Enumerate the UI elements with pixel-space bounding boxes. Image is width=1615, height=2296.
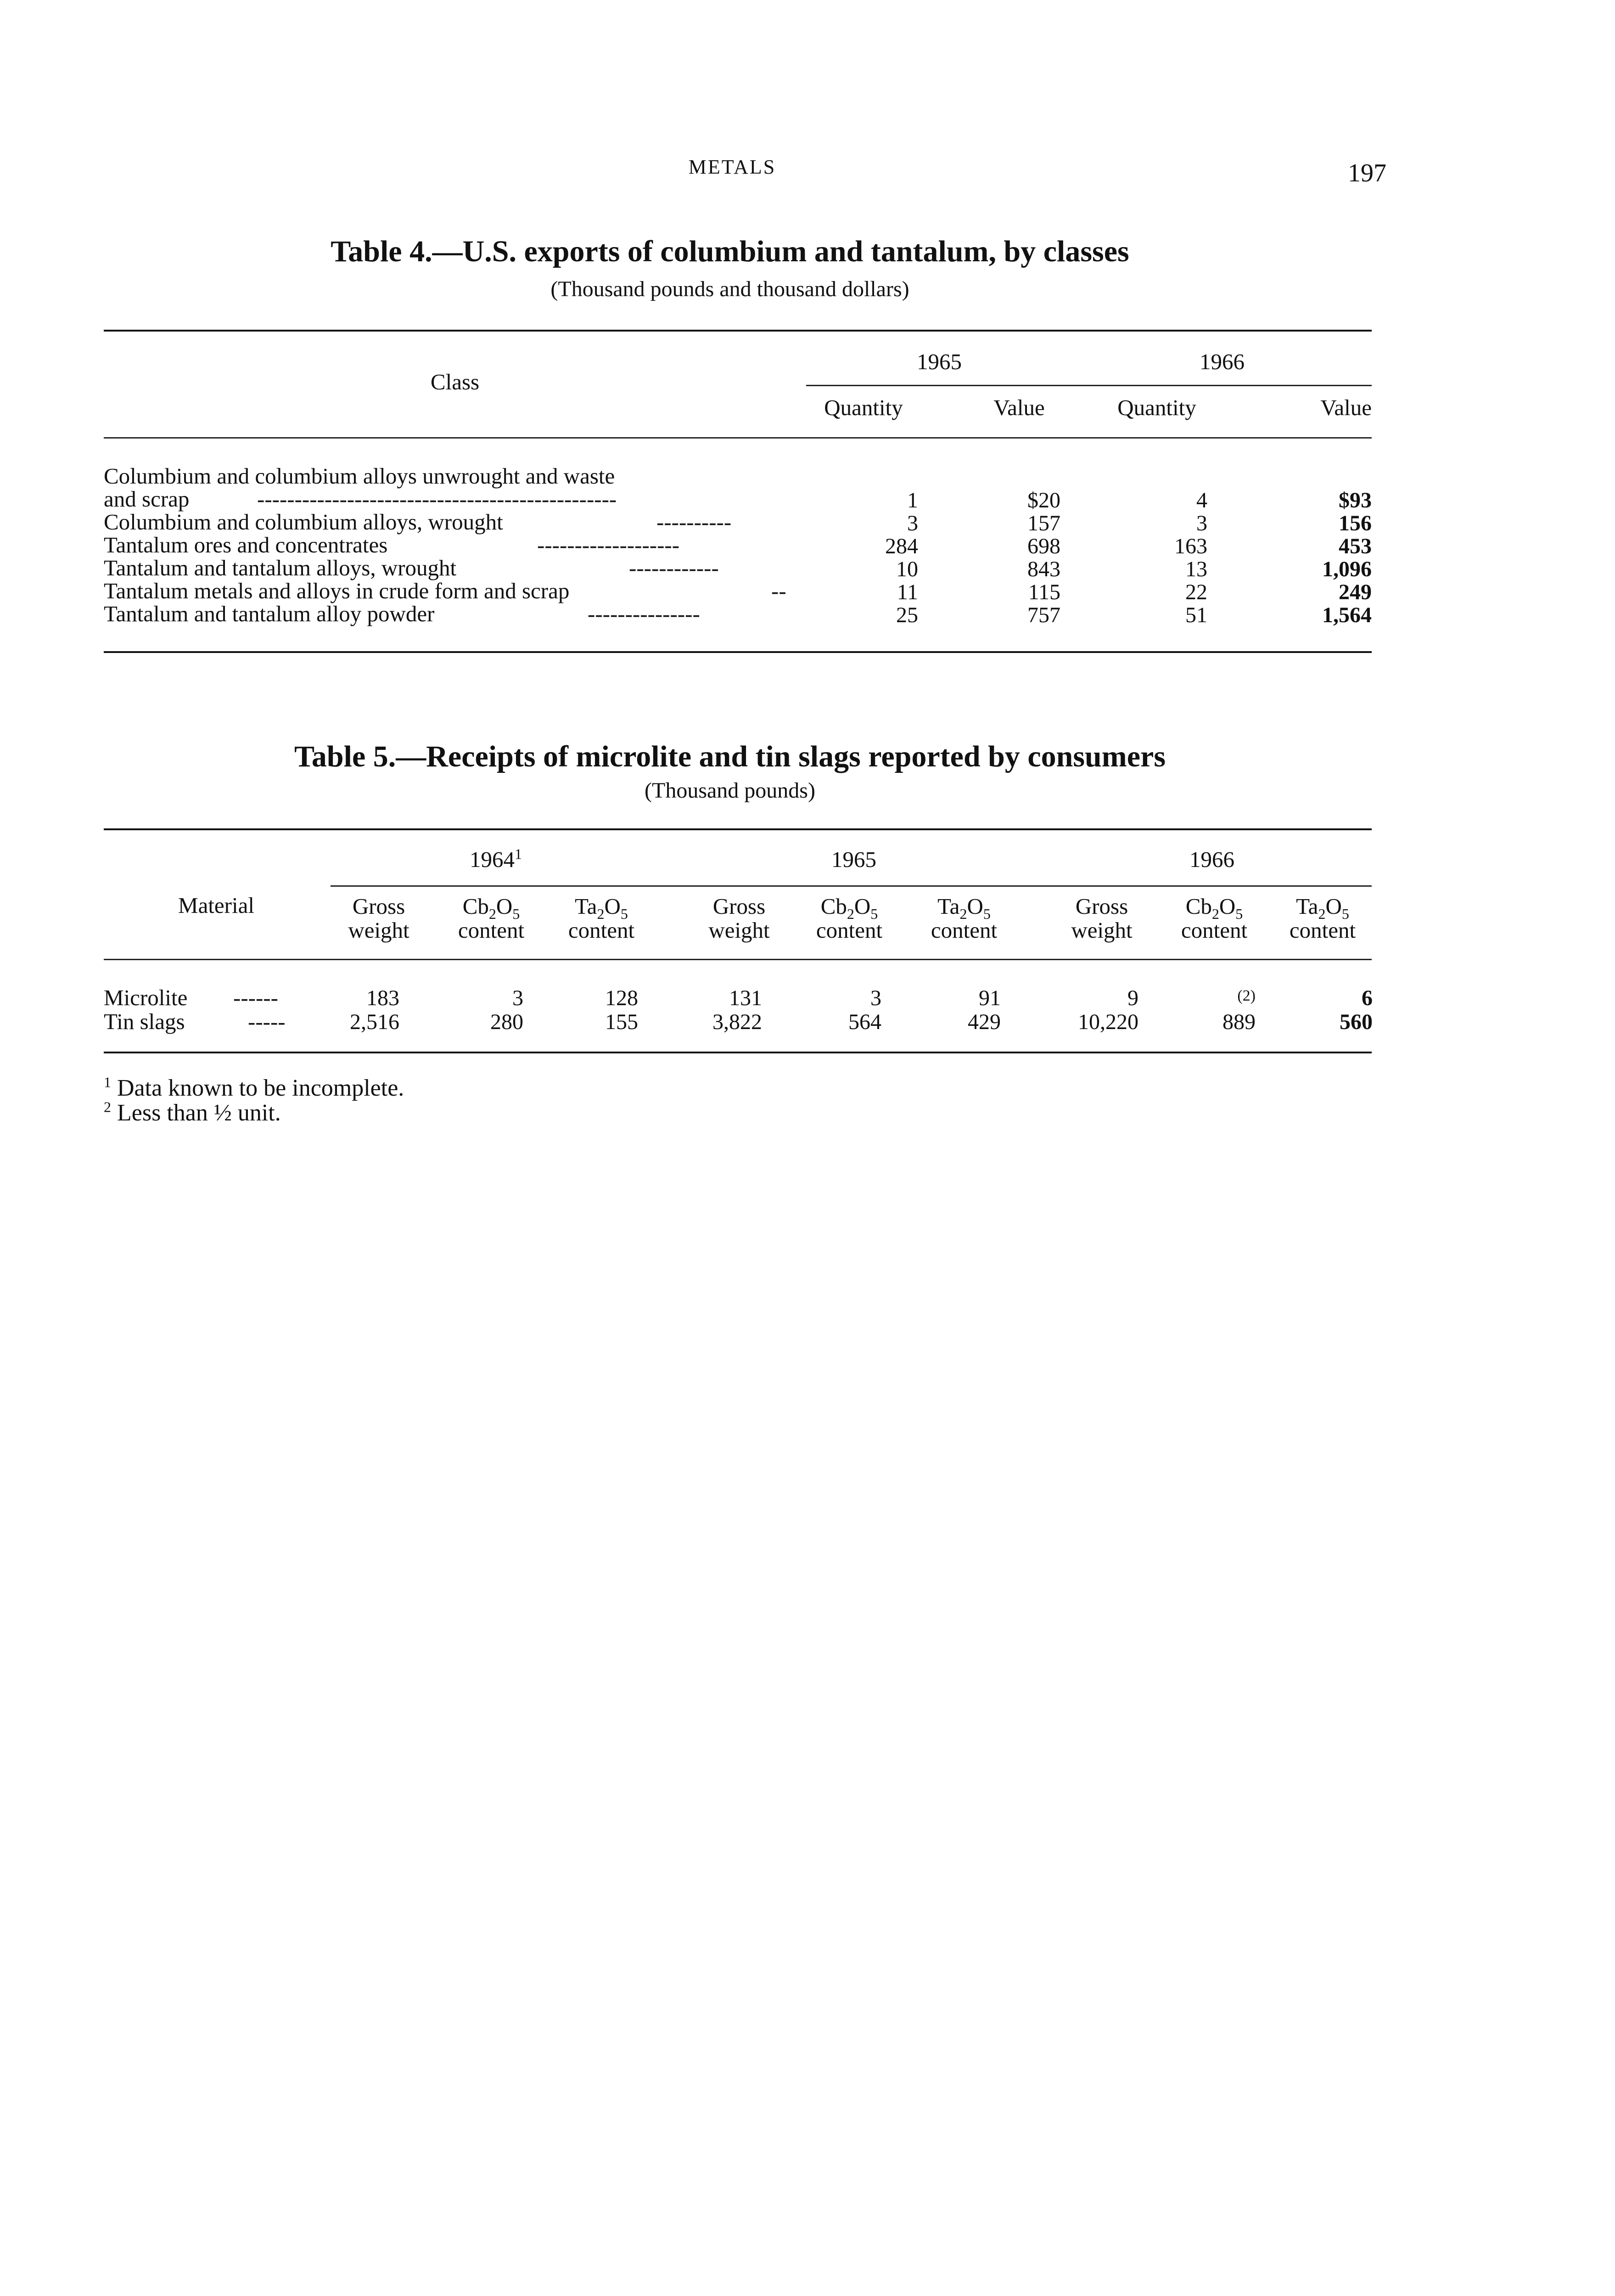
gross-weight-header: Gross weight bbox=[348, 894, 409, 943]
cb2o5-content-header: $Cb_2O_5$ content bbox=[458, 894, 525, 943]
table4-subtitle: (Thousand pounds and thousand dollars) bbox=[550, 277, 909, 301]
ta2o5-content-header: $Ta_2O_5$ content bbox=[1289, 894, 1356, 943]
table5-title: Table 5.—Receipts of microlite and tin slags reported by consumers bbox=[294, 740, 1166, 773]
table4-v1966: 1,564 bbox=[1322, 603, 1372, 627]
table4-q1966: 163 bbox=[1174, 534, 1207, 558]
ta2o5-content-header: $Ta_2O_5$ content bbox=[568, 894, 635, 943]
table5-value: 280 bbox=[490, 1010, 523, 1034]
cb2o5-content-header: $Cb_2O_5$ content bbox=[816, 894, 883, 943]
table5-value: 6 bbox=[1362, 986, 1373, 1010]
table4-subheader-value-1965: Value bbox=[993, 395, 1045, 420]
table5-bottom-rule bbox=[104, 1052, 1372, 1053]
table4-q1965: 10 bbox=[896, 557, 918, 581]
table4-q1965: 284 bbox=[885, 534, 918, 558]
table5-value: 560 bbox=[1340, 1010, 1373, 1034]
table4-v1966: 1,096 bbox=[1322, 557, 1372, 581]
table4-row-label: Tantalum ores and concentrates bbox=[104, 532, 388, 557]
table5-year-1966: 1966 bbox=[1189, 847, 1234, 872]
table5-year-rule bbox=[331, 885, 1372, 887]
table5-value: (2) bbox=[1237, 987, 1256, 1004]
table5-subtitle: (Thousand pounds) bbox=[645, 778, 815, 803]
leader-dots: ------------ bbox=[629, 555, 719, 580]
running-header: METALS bbox=[688, 156, 776, 178]
table4-class-header: Class bbox=[430, 369, 480, 394]
ta2o5-content-header: $Ta_2O_5$ content bbox=[931, 894, 998, 943]
table5-year-1965: 1965 bbox=[831, 847, 876, 872]
table4-q1966: 3 bbox=[1196, 511, 1207, 535]
table4-year-1966: 1966 bbox=[1200, 349, 1245, 374]
table4-v1966: $93 bbox=[1339, 488, 1372, 512]
table4-v1965: 757 bbox=[1027, 603, 1060, 627]
table5-value: 9 bbox=[1127, 986, 1138, 1010]
table4-v1966: 249 bbox=[1339, 580, 1372, 604]
table5-row-label: Microlite bbox=[104, 985, 188, 1010]
footnote-marker: 1 bbox=[515, 845, 522, 862]
table4-year-1965: 1965 bbox=[917, 349, 962, 374]
table4-subheader-quantity-1965: Quantity bbox=[824, 395, 903, 420]
table5-value: 131 bbox=[729, 986, 762, 1010]
table4-row-label: Tantalum and tantalum alloys, wrought bbox=[104, 555, 457, 580]
table4-q1966: 13 bbox=[1185, 557, 1207, 581]
table5-row-label: Tin slags bbox=[104, 1009, 185, 1034]
leader-dots: ------------------------------------------------ bbox=[257, 486, 617, 512]
leader-dots: ------ bbox=[233, 985, 278, 1010]
table5-top-rule bbox=[104, 828, 1372, 830]
table4-subheader-value-1966: Value bbox=[1320, 395, 1372, 420]
table4-q1966: 4 bbox=[1196, 488, 1207, 512]
table5-value: 889 bbox=[1222, 1010, 1256, 1034]
gross-weight-header: Gross weight bbox=[708, 894, 770, 943]
table5-value: 3 bbox=[512, 986, 523, 1010]
table5-value: 2,516 bbox=[350, 1010, 399, 1034]
table4-row-label-line1: Columbium and columbium alloys unwrought and waste bbox=[104, 463, 615, 489]
cb2o5-content-header: $Cb_2O_5$ content bbox=[1181, 894, 1248, 943]
table4-v1965: 157 bbox=[1027, 511, 1060, 535]
table5-value: 3 bbox=[870, 986, 881, 1010]
table4-q1965: 3 bbox=[907, 511, 918, 535]
table4-row-label: Tantalum and tantalum alloy powder bbox=[104, 601, 435, 626]
table4-title: Table 4.—U.S. exports of columbium and tantalum, by classes bbox=[331, 235, 1129, 268]
table4-q1965: 25 bbox=[896, 603, 918, 627]
table5-value: 564 bbox=[848, 1010, 881, 1034]
table5-year-1964: 1964$^1$ bbox=[470, 845, 522, 872]
table5-header-rule bbox=[104, 959, 1372, 960]
footnote-1: $^1$ Data known to be incomplete. bbox=[104, 1074, 404, 1101]
table4-row-label: and scrap bbox=[104, 486, 190, 512]
table4-header-rule bbox=[104, 437, 1372, 439]
table4-v1965: $20 bbox=[1027, 488, 1060, 512]
leader-dots: ---------- bbox=[656, 509, 732, 535]
table5-value: 10,220 bbox=[1078, 1010, 1138, 1034]
table4-bottom-rule bbox=[104, 651, 1372, 653]
table5-value: 183 bbox=[366, 986, 399, 1010]
table4-q1966: 22 bbox=[1185, 580, 1207, 604]
table4-q1965: 1 bbox=[907, 488, 918, 512]
gross-weight-header: Gross weight bbox=[1071, 894, 1133, 943]
leader-dots: -- bbox=[771, 578, 786, 603]
table5-value: 3,822 bbox=[712, 1010, 762, 1034]
table4-q1966: 51 bbox=[1185, 603, 1207, 627]
table5-value: 128 bbox=[605, 986, 638, 1010]
table4-top-rule bbox=[104, 330, 1372, 332]
table4-v1965: 698 bbox=[1027, 534, 1060, 558]
leader-dots: ------------------- bbox=[537, 532, 680, 557]
table4-row-label: Tantalum metals and alloys in crude form and scrap bbox=[104, 578, 570, 603]
table4-year-rule bbox=[806, 385, 1372, 386]
leader-dots: ----- bbox=[248, 1009, 286, 1034]
leader-dots: --------------- bbox=[588, 601, 700, 626]
table5-value: 429 bbox=[968, 1010, 1001, 1034]
table5-value: 155 bbox=[605, 1010, 638, 1034]
table5-value: 91 bbox=[979, 986, 1001, 1010]
table4-v1965: 115 bbox=[1028, 580, 1060, 604]
table5-material-header: Material bbox=[178, 893, 254, 918]
footnote-2: $^2$ Less than ½ unit. bbox=[104, 1098, 281, 1126]
table4-v1966: 453 bbox=[1339, 534, 1372, 558]
table4-subheader-quantity-1966: Quantity bbox=[1117, 395, 1196, 420]
table4-v1966: 156 bbox=[1339, 511, 1372, 535]
table4-q1965: 11 bbox=[897, 580, 918, 604]
table4-v1965: 843 bbox=[1027, 557, 1060, 581]
table4-row-label: Columbium and columbium alloys, wrought bbox=[104, 509, 503, 535]
page-number: 197 bbox=[1348, 159, 1386, 187]
